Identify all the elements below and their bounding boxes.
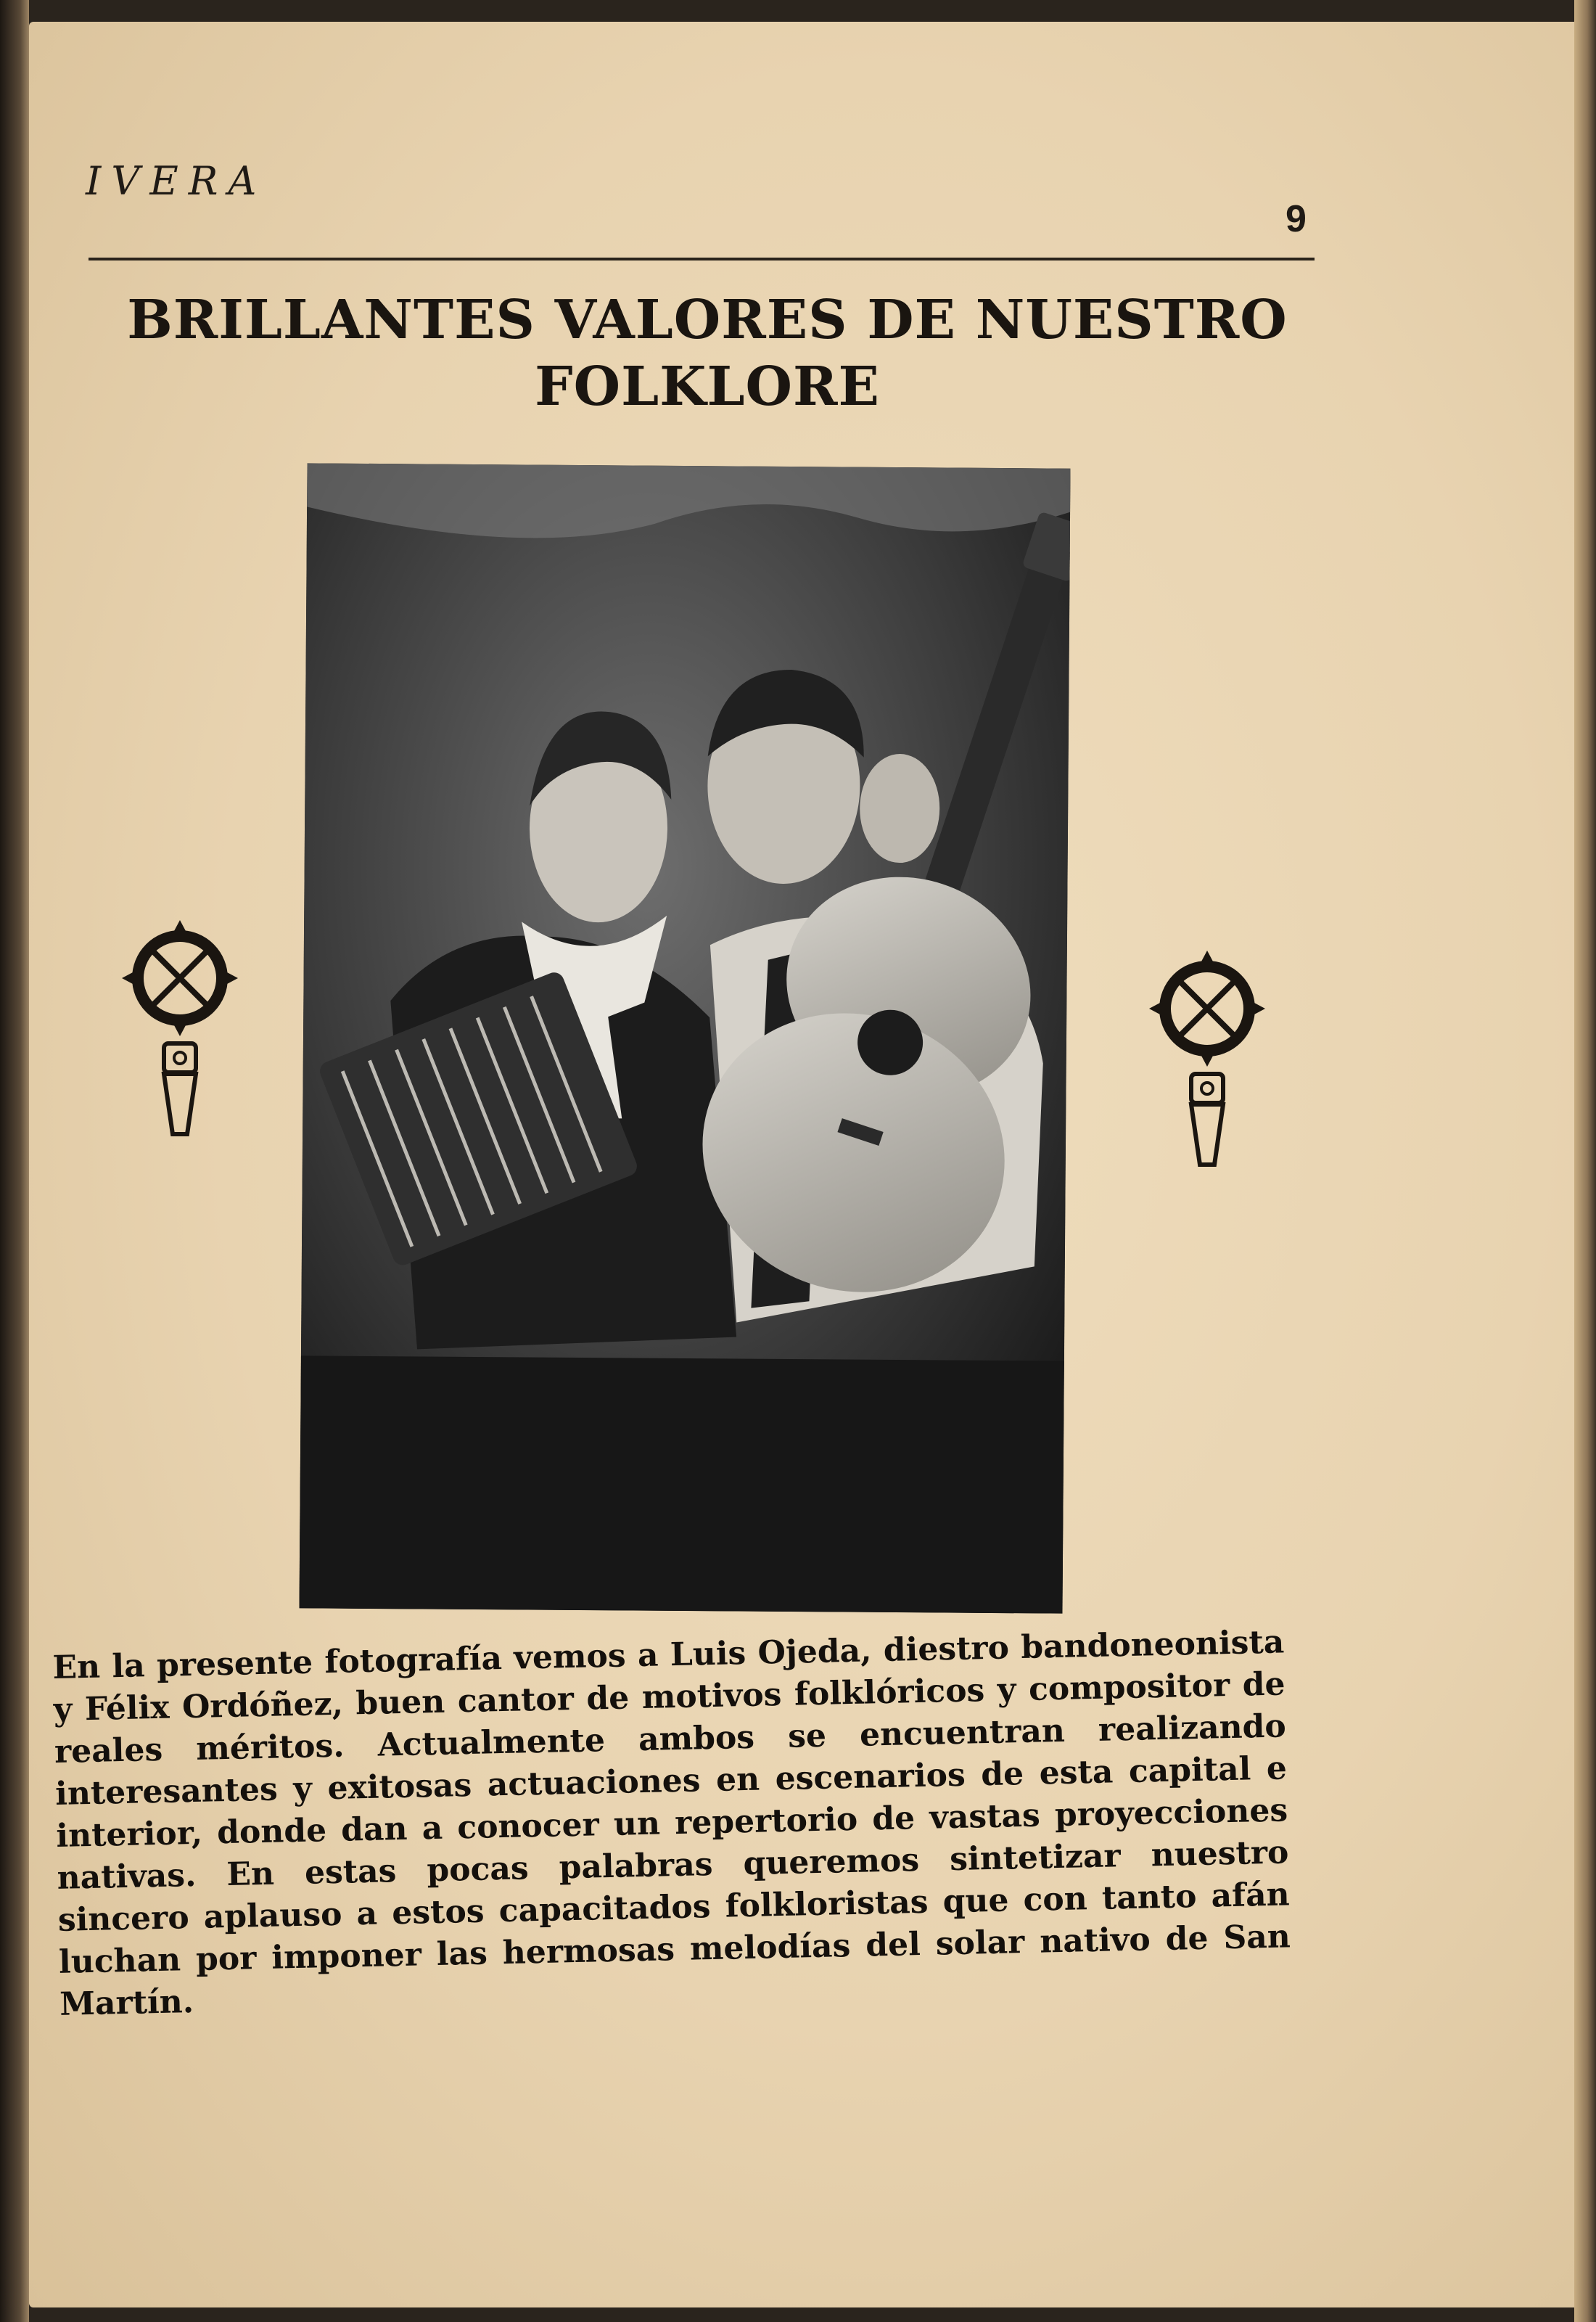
celtic-cross-icon [1149,951,1265,1168]
celtic-cross-ornament-right [1149,951,1265,1171]
celtic-cross-icon [122,920,238,1138]
book-spine-shadow [0,0,29,2322]
article-title-line-2: FOLKLORE [535,356,880,418]
page-number: 9 [1286,198,1307,240]
page-edge-shadow [1574,0,1596,2322]
header-rule [89,258,1315,260]
photograph-musicians [300,463,1071,1613]
article-title [109,287,1306,420]
celtic-cross-ornament-left [122,920,238,1141]
photo-caption: En la presente fotografía vemos a Luis Ojeda, diestro bandoneonista y Félix Ordóñez, buen cantor de motivos folklóricos y compositor de reales méritos. Actualmente ambos se encuentran realizando interesantes y exitosas actuaciones en escenarios de esta capital e interior, donde dan a conocer un repertorio de vastas proyecciones nativas. En estas pocas palabras queremos sintetizar nuestro sincero aplauso a estos capacitados folkloristas que con tanto afán luchan por imponer las hermosas melodías del solar nativo de San Martín. [52,1623,1291,2023]
article-title-line-1: BRILLANTES VALORES DE NUESTRO [127,289,1288,351]
running-header: IVERA [86,158,267,204]
photo-illustration [300,463,1071,1613]
